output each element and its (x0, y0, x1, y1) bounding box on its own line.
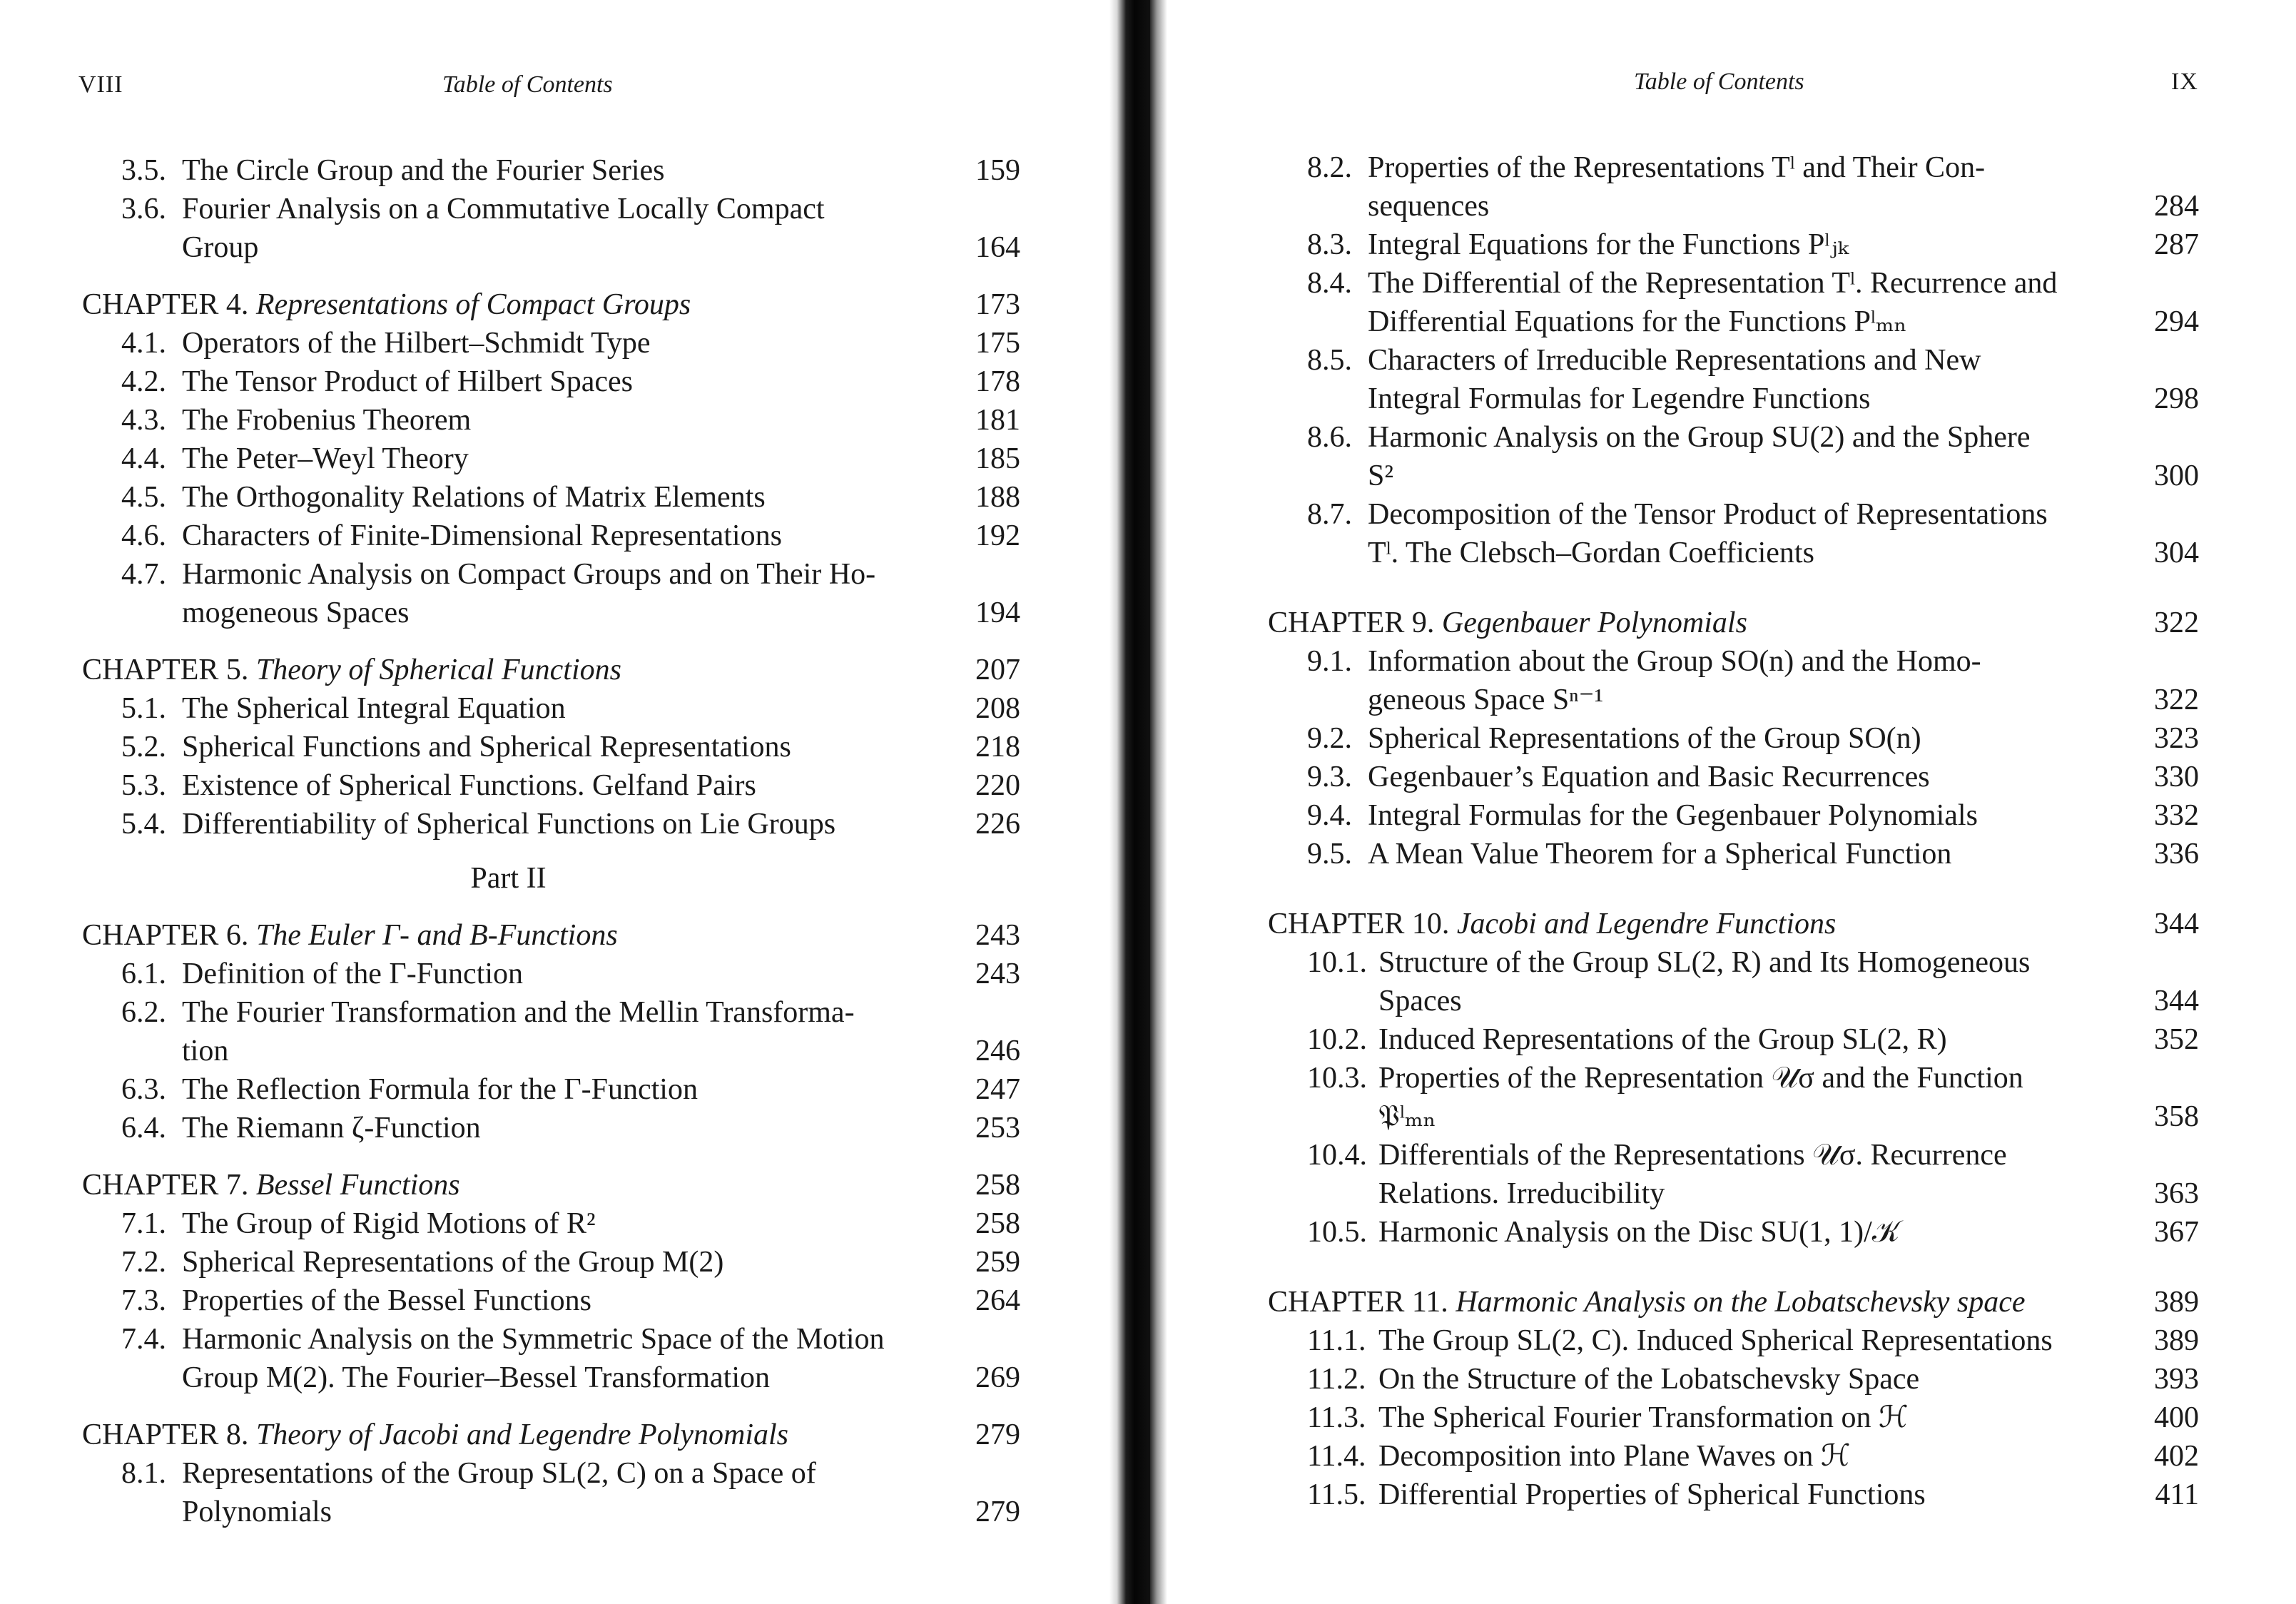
section-number: 4.1. (121, 327, 166, 360)
right-page (1149, 0, 2296, 1604)
section-number: 7.3. (121, 1284, 166, 1317)
toc-section[interactable] (82, 1281, 1020, 1320)
page-number: 332 (2154, 799, 2199, 832)
section-title-line: Differentials of the Representations 𝒰σ. Recurrence (1378, 1139, 2007, 1172)
section-title-line: The Spherical Fourier Transformation on ℋ (1378, 1401, 1909, 1434)
toc-chapter[interactable] (82, 285, 1020, 324)
toc-section[interactable] (1268, 1059, 2199, 1136)
page-number: 173 (975, 288, 1020, 321)
toc-section[interactable] (82, 993, 1020, 1070)
page-number: 164 (975, 231, 1020, 264)
toc-chapter[interactable] (1268, 1283, 2199, 1321)
section-title-line: The Differential of the Representation Tˡ. Recurrence and (1368, 267, 2058, 300)
toc-chapter[interactable] (82, 651, 1020, 689)
section-title-line: Spherical Representations of the Group M(2) (182, 1246, 724, 1279)
page-folio: VIII (78, 71, 123, 98)
toc-section[interactable] (1268, 1213, 2199, 1252)
section-title-line: Group (182, 231, 259, 264)
toc-section[interactable] (1268, 1476, 2199, 1514)
section-title-line: Integral Formulas for Legendre Functions (1368, 382, 1871, 415)
toc-section[interactable] (82, 1454, 1020, 1531)
section-title-line: Harmonic Analysis on the Disc SU(1, 1)/𝒦 (1378, 1216, 1900, 1249)
toc-section[interactable] (82, 151, 1020, 190)
section-number: 9.5. (1307, 838, 1352, 870)
running-head: Table of Contents (1634, 68, 1804, 95)
page-number: 175 (975, 327, 1020, 360)
section-title-line: Group M(2). The Fourier–Bessel Transformation (182, 1361, 770, 1394)
section-number: 5.2. (121, 731, 166, 763)
page-number: 220 (975, 769, 1020, 802)
section-number: 6.1. (121, 958, 166, 990)
chapter-title: Theory of Jacobi and Legendre Polynomials (255, 1418, 789, 1451)
section-title-line: The Orthogonality Relations of Matrix Elements (182, 481, 766, 514)
section-title-line: The Spherical Integral Equation (182, 692, 566, 725)
page-number: 330 (2154, 761, 2199, 793)
section-title-line: Existence of Spherical Functions. Gelfand Pairs (182, 769, 756, 802)
chapter-label: CHAPTER 5. (82, 654, 249, 686)
section-title-line: The Frobenius Theorem (182, 404, 472, 437)
toc-section[interactable] (82, 440, 1020, 478)
page-number: 258 (975, 1207, 1020, 1240)
section-title-line: Induced Representations of the Group SL(2, R) (1378, 1023, 1947, 1056)
page-number: 188 (975, 481, 1020, 514)
section-title-line: Decomposition of the Tensor Product of Representations (1368, 498, 2048, 531)
section-title-line: Relations. Irreducibility (1378, 1177, 1665, 1210)
part-heading: Part II (470, 862, 547, 895)
page-number: 400 (2154, 1401, 2199, 1434)
toc-section[interactable] (1268, 1360, 2199, 1399)
section-title-line: The Tensor Product of Hilbert Spaces (182, 365, 633, 398)
section-title-line: Representations of the Group SL(2, C) on a Space of (182, 1457, 816, 1490)
page-number: 300 (2154, 460, 2199, 492)
toc-chapter[interactable] (82, 1166, 1020, 1204)
page-number: 243 (975, 919, 1020, 952)
toc-section[interactable] (1268, 1020, 2199, 1059)
section-title-line: Differential Properties of Spherical Functions (1378, 1478, 1926, 1511)
page-number: 363 (2154, 1177, 2199, 1210)
chapter-title: Harmonic Analysis on the Lobatschevsky space (1456, 1286, 2026, 1319)
page-number: 259 (975, 1246, 1020, 1279)
section-number: 8.4. (1307, 267, 1352, 300)
section-number: 8.5. (1307, 344, 1352, 377)
toc-right (1268, 148, 2199, 1514)
toc-section[interactable] (82, 1204, 1020, 1243)
section-title-line: The Riemann ζ-Function (182, 1112, 481, 1144)
page-number: 207 (975, 654, 1020, 686)
section-title-line: mogeneous Spaces (182, 597, 410, 629)
section-number: 7.1. (121, 1207, 166, 1240)
section-title-line: Differential Equations for the Functions Pˡₘₙ (1368, 305, 1907, 338)
section-title-line: Tˡ. The Clebsch–Gordan Coefficients (1368, 537, 1814, 569)
page-number: 246 (975, 1035, 1020, 1067)
section-number: 4.3. (121, 404, 166, 437)
chapter-label: CHAPTER 7. (82, 1169, 249, 1202)
toc-section[interactable] (1268, 758, 2199, 796)
section-number: 8.2. (1307, 151, 1352, 184)
section-number: 11.3. (1307, 1401, 1366, 1434)
page-number: 284 (2154, 190, 2199, 223)
section-title-line: Properties of the Representations Tˡ and Their Con- (1368, 151, 1986, 184)
toc-section[interactable] (82, 689, 1020, 728)
section-number: 7.4. (121, 1323, 166, 1356)
section-title-line: The Reflection Formula for the Γ-Function (182, 1073, 698, 1106)
section-title-line: Spaces (1378, 985, 1462, 1017)
toc-section[interactable] (82, 401, 1020, 440)
chapter-title: Representations of Compact Groups (255, 288, 691, 321)
page-number: 192 (975, 519, 1020, 552)
section-number: 10.3. (1307, 1062, 1367, 1095)
page-number: 298 (2154, 382, 2199, 415)
section-title-line: Harmonic Analysis on the Symmetric Space of the Motion (182, 1323, 885, 1356)
page-number: 358 (2154, 1100, 2199, 1133)
page-number: 181 (975, 404, 1020, 437)
page-number: 389 (2154, 1324, 2199, 1357)
section-title-line: On the Structure of the Lobatschevsky Space (1378, 1363, 1920, 1396)
section-title-line: The Circle Group and the Fourier Series (182, 154, 665, 187)
section-title-line: The Peter–Weyl Theory (182, 442, 469, 475)
section-title-line: Differentiability of Spherical Functions on Lie Groups (182, 808, 836, 841)
page-number: 279 (975, 1496, 1020, 1528)
page-number: 411 (2155, 1478, 2199, 1511)
page-folio: IX (2171, 68, 2198, 95)
toc-section[interactable] (82, 1109, 1020, 1147)
page-number: 402 (2154, 1440, 2199, 1473)
toc-section[interactable] (1268, 642, 2199, 719)
chapter-title: Gegenbauer Polynomials (1441, 606, 1747, 639)
section-title-line: Properties of the Representation 𝒰σ and the Function (1378, 1062, 2023, 1095)
section-title-line: Polynomials (182, 1496, 332, 1528)
section-number: 4.6. (121, 519, 166, 552)
toc-section[interactable] (82, 324, 1020, 362)
toc-section[interactable] (1268, 341, 2199, 418)
toc-section[interactable] (1268, 1321, 2199, 1360)
page-number: 336 (2154, 838, 2199, 870)
page-number: 367 (2154, 1216, 2199, 1249)
page-number: 269 (975, 1361, 1020, 1394)
section-number: 8.3. (1307, 228, 1352, 261)
section-number: 3.5. (121, 154, 166, 187)
chapter-title: The Euler Γ- and B-Functions (255, 919, 618, 952)
page-number: 159 (975, 154, 1020, 187)
toc-section[interactable] (82, 766, 1020, 805)
page-number: 287 (2154, 228, 2199, 261)
section-title-line: tion (182, 1035, 229, 1067)
page-number: 304 (2154, 537, 2199, 569)
section-number: 11.5. (1307, 1478, 1366, 1511)
toc-section[interactable] (82, 555, 1020, 632)
toc-section[interactable] (1268, 719, 2199, 758)
toc-section[interactable] (82, 362, 1020, 401)
section-number: 4.4. (121, 442, 166, 475)
section-title-line: Characters of Finite-Dimensional Representations (182, 519, 782, 552)
page-number: 247 (975, 1073, 1020, 1106)
section-number: 9.3. (1307, 761, 1352, 793)
page-number: 322 (2154, 684, 2199, 716)
section-number: 10.2. (1307, 1023, 1367, 1056)
section-number: 9.1. (1307, 645, 1352, 678)
running-head: Table of Contents (442, 71, 613, 98)
page-number: 322 (2154, 606, 2199, 639)
section-number: 10.4. (1307, 1139, 1367, 1172)
section-title-line: 𝔓ˡₘₙ (1378, 1100, 1436, 1133)
toc-section[interactable] (1268, 1399, 2199, 1437)
chapter-label: CHAPTER 6. (82, 919, 249, 952)
book-gutter (1109, 0, 1151, 1604)
page-number: 185 (975, 442, 1020, 475)
toc-section[interactable] (1268, 148, 2199, 225)
section-title-line: Information about the Group SO(n) and the Homo- (1368, 645, 1981, 678)
section-number: 8.7. (1307, 498, 1352, 531)
section-title-line: Spherical Representations of the Group SO(n) (1368, 722, 1921, 755)
page-number: 194 (975, 597, 1020, 629)
toc-section[interactable] (82, 728, 1020, 766)
page-number: 393 (2154, 1363, 2199, 1396)
section-title-line: A Mean Value Theorem for a Spherical Function (1368, 838, 1952, 870)
toc-section[interactable] (82, 1070, 1020, 1109)
toc-section[interactable] (82, 190, 1020, 267)
chapter-label: CHAPTER 10. (1268, 908, 1450, 940)
section-title-line: Properties of the Bessel Functions (182, 1284, 591, 1317)
page-number: 226 (975, 808, 1020, 841)
section-title-line: Integral Equations for the Functions Pˡⱼₖ (1368, 228, 1849, 261)
section-number: 4.7. (121, 558, 166, 591)
section-title-line: The Group SL(2, C). Induced Spherical Representations (1378, 1324, 2053, 1357)
section-number: 8.6. (1307, 421, 1352, 454)
section-number: 4.5. (121, 481, 166, 514)
toc-chapter[interactable] (1268, 604, 2199, 642)
section-number: 11.1. (1307, 1324, 1366, 1357)
left-page (0, 0, 1099, 1604)
page-number: 294 (2154, 305, 2199, 338)
chapter-title: Bessel Functions (255, 1169, 460, 1202)
toc-section[interactable] (1268, 225, 2199, 264)
section-number: 6.4. (121, 1112, 166, 1144)
section-title-line: Characters of Irreducible Representations and New (1368, 344, 1981, 377)
section-title-line: Decomposition into Plane Waves on ℋ (1378, 1440, 1851, 1473)
section-number: 10.5. (1307, 1216, 1367, 1249)
section-number: 5.4. (121, 808, 166, 841)
page-number: 258 (975, 1169, 1020, 1202)
section-title-line: S² (1368, 460, 1393, 492)
toc-section[interactable] (1268, 835, 2199, 873)
page-number: 218 (975, 731, 1020, 763)
toc-section[interactable] (1268, 264, 2199, 341)
toc-chapter[interactable] (1268, 905, 2199, 943)
section-number: 8.1. (121, 1457, 166, 1490)
toc-section[interactable] (1268, 495, 2199, 572)
section-number: 6.2. (121, 996, 166, 1029)
section-title-line: The Group of Rigid Motions of R² (182, 1207, 596, 1240)
page-number: 323 (2154, 722, 2199, 755)
section-title-line: geneous Space Sⁿ⁻¹ (1368, 684, 1604, 716)
toc-section[interactable] (1268, 1437, 2199, 1476)
toc-section[interactable] (82, 1320, 1020, 1397)
page-number: 243 (975, 958, 1020, 990)
chapter-title: Jacobi and Legendre Functions (1456, 908, 1837, 940)
section-number: 9.2. (1307, 722, 1352, 755)
chapter-label: CHAPTER 4. (82, 288, 249, 321)
chapter-title: Theory of Spherical Functions (255, 654, 621, 686)
section-number: 6.3. (121, 1073, 166, 1106)
section-title-line: Structure of the Group SL(2, R) and Its Homogeneous (1378, 946, 2031, 979)
section-title-line: Spherical Functions and Spherical Representations (182, 731, 791, 763)
section-number: 10.1. (1307, 946, 1367, 979)
page-number: 208 (975, 692, 1020, 725)
page-number: 344 (2154, 908, 2199, 940)
section-number: 5.1. (121, 692, 166, 725)
toc-left (82, 151, 1020, 1531)
section-title-line: Operators of the Hilbert–Schmidt Type (182, 327, 651, 360)
page-number: 279 (975, 1418, 1020, 1451)
chapter-label: CHAPTER 11. (1268, 1286, 1448, 1319)
section-title-line: Definition of the Γ-Function (182, 958, 524, 990)
toc-chapter[interactable] (82, 916, 1020, 955)
section-number: 5.3. (121, 769, 166, 802)
chapter-label: CHAPTER 8. (82, 1418, 249, 1451)
section-title-line: sequences (1368, 190, 1490, 223)
toc-section[interactable] (82, 517, 1020, 555)
toc-section[interactable] (1268, 1136, 2199, 1213)
section-title-line: Harmonic Analysis on the Group SU(2) and the Sphere (1368, 421, 2031, 454)
page-number: 253 (975, 1112, 1020, 1144)
toc-section[interactable] (82, 1243, 1020, 1281)
section-title-line: The Fourier Transformation and the Mellin Transforma- (182, 996, 855, 1029)
section-title-line: Harmonic Analysis on Compact Groups and on Their Ho- (182, 558, 876, 591)
chapter-label: CHAPTER 9. (1268, 606, 1435, 639)
toc-section[interactable] (82, 478, 1020, 517)
section-title-line: Gegenbauer’s Equation and Basic Recurrences (1368, 761, 1930, 793)
page-number: 178 (975, 365, 1020, 398)
section-title-line: Fourier Analysis on a Commutative Locally Compact (182, 193, 825, 225)
section-number: 11.2. (1307, 1363, 1366, 1396)
page-number: 352 (2154, 1023, 2199, 1056)
section-number: 7.2. (121, 1246, 166, 1279)
page-number: 344 (2154, 985, 2199, 1017)
section-title-line: Integral Formulas for the Gegenbauer Polynomials (1368, 799, 1978, 832)
page-number: 389 (2154, 1286, 2199, 1319)
section-number: 11.4. (1307, 1440, 1366, 1473)
toc-section[interactable] (1268, 943, 2199, 1020)
toc-section[interactable] (1268, 796, 2199, 835)
page-number: 264 (975, 1284, 1020, 1317)
toc-section[interactable] (82, 955, 1020, 993)
section-number: 3.6. (121, 193, 166, 225)
section-number: 9.4. (1307, 799, 1352, 832)
section-number: 4.2. (121, 365, 166, 398)
toc-section[interactable] (1268, 418, 2199, 495)
toc-section[interactable] (82, 805, 1020, 843)
toc-chapter[interactable] (82, 1416, 1020, 1454)
